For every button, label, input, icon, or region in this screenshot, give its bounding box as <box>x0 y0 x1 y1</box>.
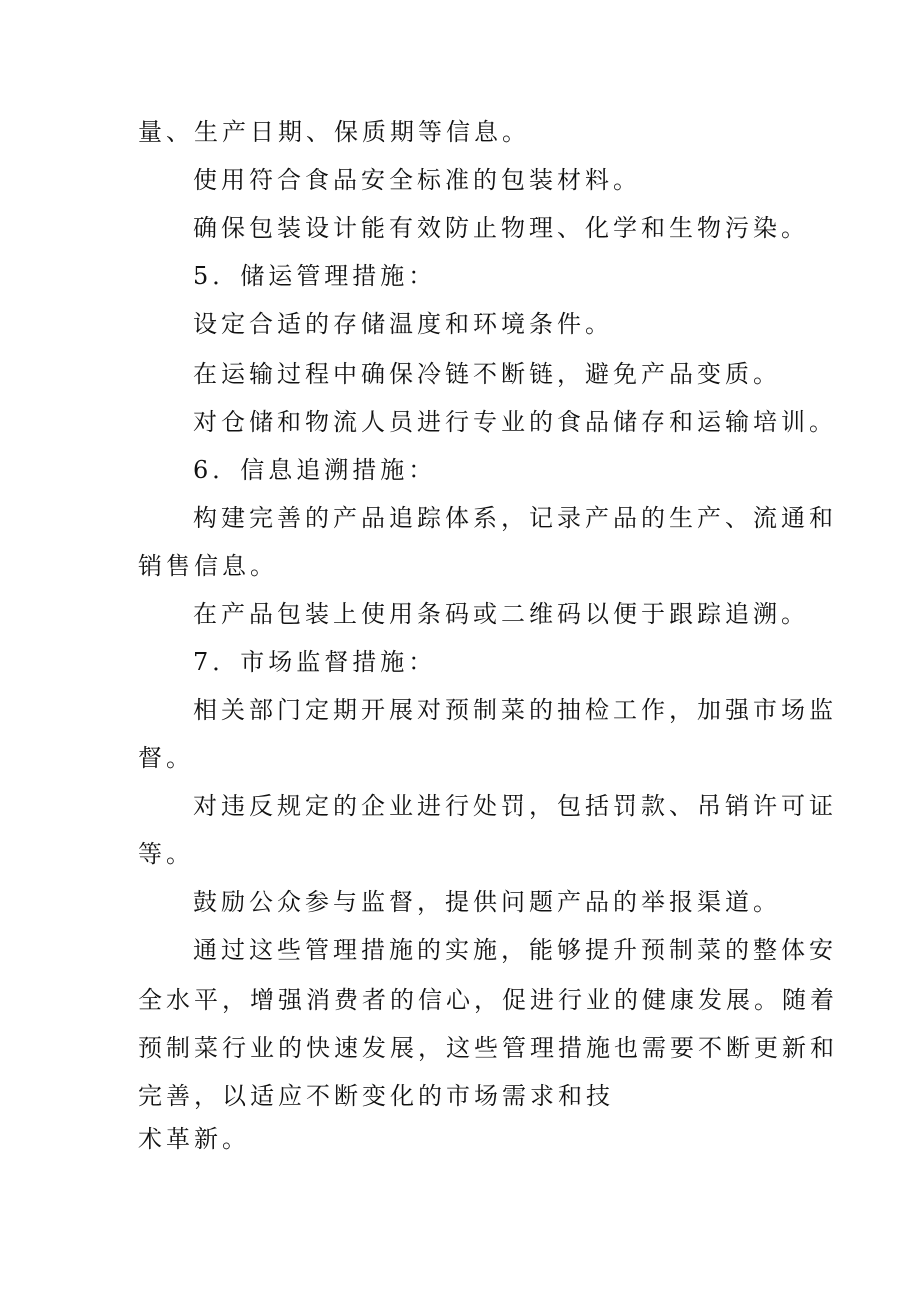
text-line: 等。 <box>138 840 194 868</box>
text-line: 设定合适的存储温度和环境条件。 <box>193 310 613 338</box>
text-line: 预制菜行业的快速发展，这些管理措施也需要不断更新和 <box>138 1034 838 1062</box>
text-line: 督。 <box>138 744 194 772</box>
text-line: 使用符合食品安全标准的包装材料。 <box>193 166 641 194</box>
text-line: 在运输过程中确保冷链不断链，避免产品变质。 <box>193 360 781 388</box>
text-line: 确保包装设计能有效防止物理、化学和生物污染。 <box>193 214 809 242</box>
text-line: 通过这些管理措施的实施，能够提升预制菜的整体安 <box>193 936 837 964</box>
section-heading-storage: 5．储运管理措施： <box>193 262 437 290</box>
text-line: 鼓励公众参与监督，提供问题产品的举报渠道。 <box>193 888 781 916</box>
section-heading-traceability: 6．信息追溯措施： <box>193 456 437 484</box>
text-line: 术革新。 <box>138 1125 250 1153</box>
text-line: 全水平，增强消费者的信心，促进行业的健康发展。随着 <box>138 986 838 1014</box>
text-line: 对违反规定的企业进行处罚，包括罚款、吊销许可证 <box>193 792 837 820</box>
section-heading-market-supervision: 7．市场监督措施： <box>193 648 437 676</box>
text-line: 完善，以适应不断变化的市场需求和技 <box>138 1082 614 1110</box>
text-line: 量、生产日期、保质期等信息。 <box>138 118 530 146</box>
text-line: 相关部门定期开展对预制菜的抽检工作，加强市场监 <box>193 696 837 724</box>
text-line: 销售信息。 <box>138 552 278 580</box>
text-line: 构建完善的产品追踪体系，记录产品的生产、流通和 <box>193 504 837 532</box>
text-line: 在产品包装上使用条码或二维码以便于跟踪追溯。 <box>193 600 809 628</box>
text-line: 对仓储和物流人员进行专业的食品储存和运输培训。 <box>193 408 837 436</box>
